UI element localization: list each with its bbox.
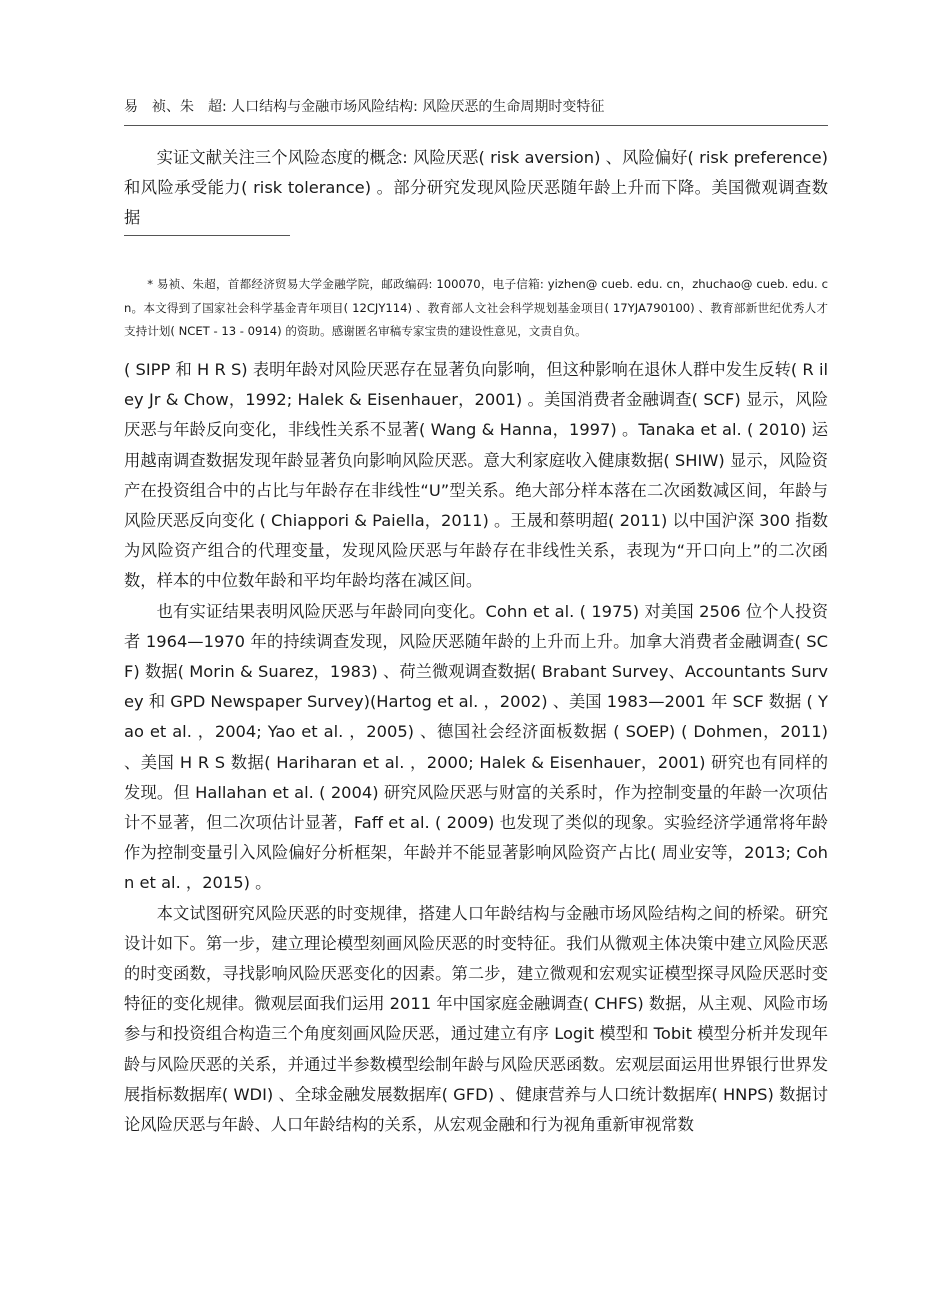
- running-header: 易 祯、朱 超: 人口结构与金融市场风险结构: 风险厌恶的生命周期时变特征: [124, 99, 605, 115]
- body-paragraph-2: 也有实证结果表明风险厌恶与年龄同向变化。Cohn et al. ( 1975) 对美国 2506 位个人投资者 1964—1970 年的持续调查发现，风险厌恶随年龄的上升而上升。加拿大消费者金融调查( SCF) 数据( Morin & Suarez，1983) 、荷兰微观调查数据( Brabant Survey、Accountants Survey 和 GPD Newspaper Survey)(Hartog et al. ，2002) 、美国 1983—2001 年 SCF 数据 ( Yao et al. ，2004; Yao et al. ，2005) 、德国社会经济面板数据 ( SOEP) ( Dohmen，2011) 、美国 H R S 数据( Hariharan et al. ，2000; Halek & Eisenhauer，2001) 研究也有同样的发现。但 Hallahan et al. ( 2004) 研究风险厌恶与财富的关系时，作为控制变量的年龄一次项估计不显著，但二次项估计显著，Faff et al. ( 2009) 也发现了类似的现象。实验经济学通常将年龄作为控制变量引入风险偏好分析框架，年龄并不能显著影响风险资产占比( 周业安等，2013; Cohn et al. ，2015) 。: [124, 601, 828, 893]
- footnote: * 易祯、朱超，首都经济贸易大学金融学院，邮政编码: 100070，电子信箱: yizhen@ cueb. edu. cn，zhuchao@ cueb. edu. cn。本文得到了国家社会科学基金青年项目( 12CJY114) 、教育部人文社会科学规划基金项目( 17YJA790100) 、教育部新世纪优秀人才支持计划( NCET - 13 - 0914) 的资助。感谢匿名审稿专家宝贵的建设性意见，文责自负。: [124, 277, 828, 338]
- body-paragraph-1-continued: ( SIPP 和 H R S) 表明年龄对风险厌恶存在显著负向影响，但这种影响在退休人群中发生反转( R iley Jr & Chow，1992; Halek & Eisenhauer，2001) 。美国消费者金融调查( SCF) 显示，风险厌恶与年龄反向变化，非线性关系不显著( Wang & Hanna，1997) 。Tanaka et al. ( 2010) 运用越南调查数据发现年龄显著负向影响风险厌恶。意大利家庭收入健康数据( SHIW) 显示，风险资产在投资组合中的占比与年龄存在非线性“U”型关系。绝大部分样本落在二次函数减区间，年龄与风险厌恶反向变化 ( Chiappori & Paiella，2011) 。王晟和蔡明超( 2011) 以中国沪深 300 指数为风险资产组合的代理变量，发现风险厌恶与年龄存在非线性关系，表现为“开口向上”的二次函数，样本的中位数年龄和平均年龄均落在减区间。: [124, 360, 828, 591]
- body-main-block: [124, 355, 828, 1140]
- header-divider: [124, 125, 828, 126]
- body-paragraph-1: 实证文献关注三个风险态度的概念: 风险厌恶( risk aversion) 、风险偏好( risk preference) 和风险承受能力( risk tolerance) 。部分研究发现风险厌恶随年龄上升而下降。美国微观调查数据: [124, 148, 828, 228]
- body-top-block: [124, 143, 828, 234]
- body-paragraph-3: 本文试图研究风险厌恶的时变规律，搭建人口年龄结构与金融市场风险结构之间的桥梁。研究设计如下。第一步，建立理论模型刻画风险厌恶的时变特征。我们从微观主体决策中建立风险厌恶的时变函数，寻找影响风险厌恶变化的因素。第二步，建立微观和宏观实证模型探寻风险厌恶时变特征的变化规律。微观层面我们运用 2011 年中国家庭金融调查( CHFS) 数据，从主观、风险市场参与和投资组合构造三个角度刻画风险厌恶，通过建立有序 Logit 模型和 Tobit 模型分析并发现年龄与风险厌恶的关系，并通过半参数模型绘制年龄与风险厌恶函数。宏观层面运用世界银行世界发展指标数据库( WDI) 、全球金融发展数据库( GFD) 、健康营养与人口统计数据库( HNPS) 数据讨论风险厌恶与年龄、人口年龄结构的关系，从宏观金融和行为视角重新审视常数: [124, 903, 828, 1135]
- footnote-divider: [124, 235, 290, 236]
